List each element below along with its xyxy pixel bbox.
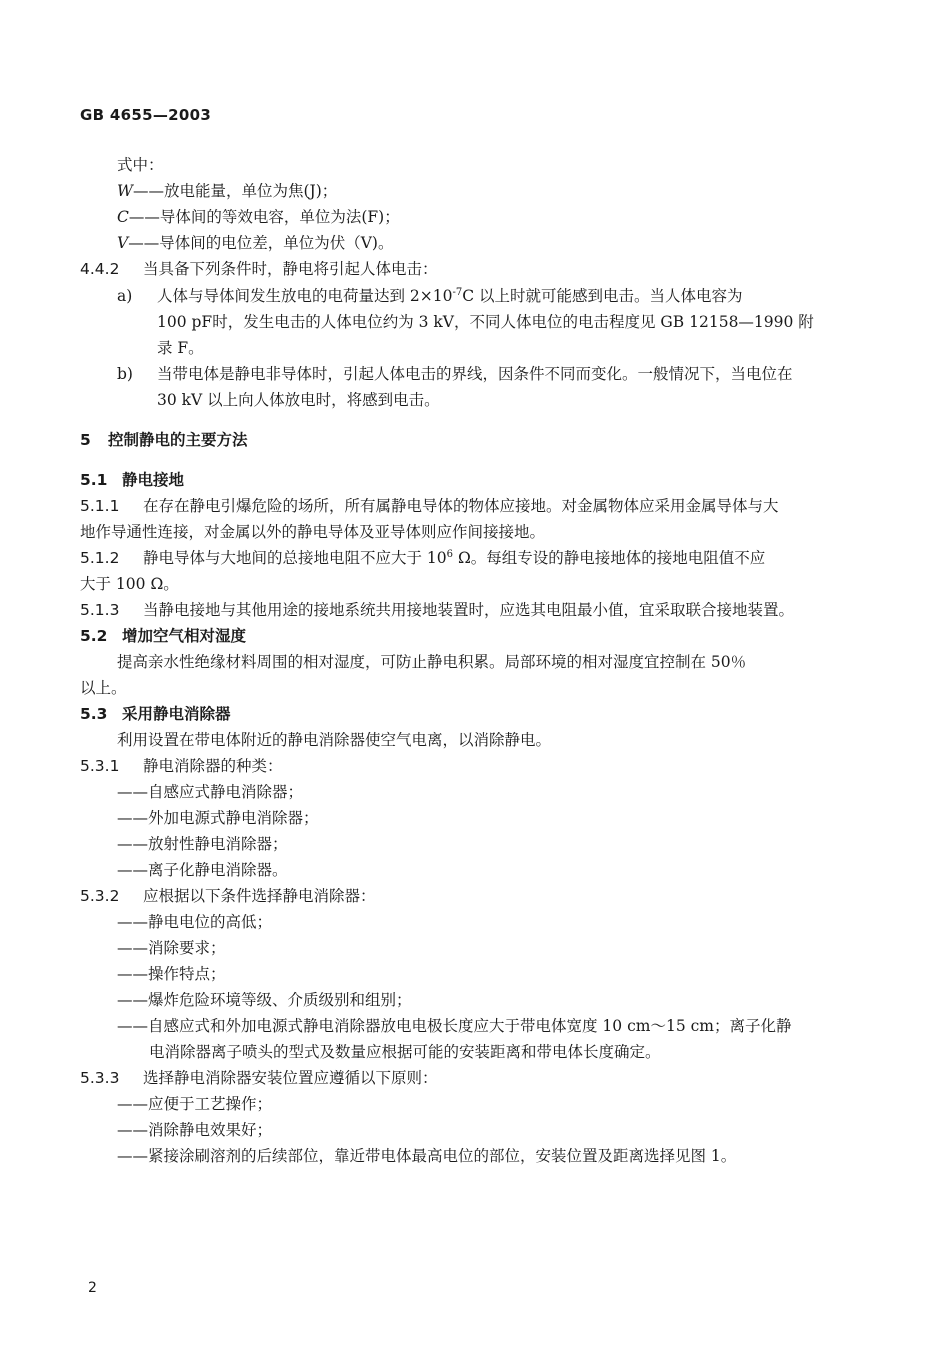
clause-5-3-1 xyxy=(80,756,283,776)
list-item-continuation: 电消除器离子喷头的型式及数量应根据可能的安装距离和带电体长度确定。 xyxy=(149,1043,661,1061)
page-header-code: GB 4655—2003 xyxy=(80,106,212,124)
clause-text-pre: 静电导体与大地间的总接地电阻不应大于 10 xyxy=(143,549,447,567)
item-b-line-1: 当带电体是静电非导体时，引起人体电击的界线，因条件不同而变化。一般情况下，当电位在 xyxy=(157,365,793,383)
item-a-line-3: 录 F。 xyxy=(157,339,204,357)
clause-text: 在存在静电引爆危险的场所，所有属静电导体的物体应接地。对金属物体应采用金属导体与大 xyxy=(143,497,779,515)
var-v-desc: ——导体间的电位差，单位为伏（V)。 xyxy=(128,234,394,252)
clause-text: 静电消除器的种类： xyxy=(143,757,283,775)
clause-5-1-2-line-2: 大于 100 Ω。 xyxy=(80,575,179,593)
section-5-3-heading xyxy=(80,704,231,724)
list-item: ——消除要求； xyxy=(117,939,226,957)
clause-text: 当具备下列条件时，静电将引起人体电击： xyxy=(143,260,438,278)
section-number: 5 xyxy=(80,431,91,449)
formula-intro: 式中： xyxy=(117,156,164,174)
section-title: 增加空气相对湿度 xyxy=(122,627,247,645)
var-c-line xyxy=(117,207,400,227)
clause-number: 5.3.1 xyxy=(80,757,120,775)
clause-5-1-1-line-2: 地作导通性连接，对金属以外的静电导体及亚导体则应作间接接地。 xyxy=(80,523,546,541)
clause-number: 5.1.3 xyxy=(80,601,120,619)
clause-5-3-2 xyxy=(80,886,376,906)
section-title: 静电接地 xyxy=(122,471,185,489)
item-a-exponent: -7 xyxy=(452,286,463,298)
clause-5-3-3 xyxy=(80,1068,438,1088)
list-item: ——紧接涂刷溶剂的后续部位，靠近带电体最高电位的部位，安装位置及距离选择见图 1。 xyxy=(117,1147,737,1165)
list-item: ——离子化静电消除器。 xyxy=(117,861,288,879)
list-item: ——操作特点； xyxy=(117,965,226,983)
list-item: ——自感应式和外加电源式静电消除器放电电极长度应大于带电体宽度 10 cm～15 cm；离子化静 xyxy=(117,1017,792,1035)
clause-5-1-3 xyxy=(80,600,794,620)
clause-4-4-2 xyxy=(80,259,438,279)
section-title: 控制静电的主要方法 xyxy=(108,431,248,449)
list-item: ——消除静电效果好； xyxy=(117,1121,273,1139)
section-number: 5.3 xyxy=(80,705,108,723)
clause-number: 5.3.3 xyxy=(80,1069,120,1087)
list-item: ——爆炸危险环境等级、介质级别和组别； xyxy=(117,991,412,1009)
section-number: 5.1 xyxy=(80,471,108,489)
page-number: 2 xyxy=(88,1280,97,1296)
item-a-label: a) xyxy=(117,287,133,305)
item-b-label: b) xyxy=(117,365,133,383)
var-w-line xyxy=(117,181,337,201)
item-a-line-2: 100 pF时，发生电击的人体电位约为 3 kV，不同人体电位的电击程度见 GB 12158—1990 附 xyxy=(157,313,814,331)
clause-number: 5.3.2 xyxy=(80,887,120,905)
item-a-line-1 xyxy=(157,286,743,306)
section-5-3-intro: 利用设置在带电体附近的静电消除器使空气电离，以消除静电。 xyxy=(117,731,552,749)
section-5-1-heading xyxy=(80,470,184,490)
item-a-text-post: C 以上时就可能感到电击。当人体电容为 xyxy=(462,287,743,305)
clause-exponent: 6 xyxy=(446,548,454,560)
clause-text: 选择静电消除器安装位置应遵循以下原则： xyxy=(143,1069,438,1087)
list-item: ——静电电位的高低； xyxy=(117,913,273,931)
section-5-2-line-2: 以上。 xyxy=(80,679,127,697)
var-v-line xyxy=(117,233,393,253)
section-5-2-heading xyxy=(80,626,246,646)
clause-text-post: Ω。每组专设的静电接地体的接地电阻值不应 xyxy=(453,549,766,567)
section-title: 采用静电消除器 xyxy=(122,705,231,723)
var-c-symbol: C xyxy=(117,208,129,226)
section-5-2-line-1: 提高亲水性绝缘材料周围的相对湿度，可防止静电积累。局部环境的相对湿度宜控制在 50％ xyxy=(117,653,747,671)
clause-text: 应根据以下条件选择静电消除器： xyxy=(143,887,376,905)
clause-5-1-1-line-1 xyxy=(80,496,779,516)
var-v-symbol: V xyxy=(117,234,129,252)
clause-5-1-2-line-1 xyxy=(80,548,765,568)
clause-number: 5.1.1 xyxy=(80,497,120,515)
var-w-desc: ——放电能量，单位为焦(J)； xyxy=(132,182,338,200)
list-item: ——应便于工艺操作； xyxy=(117,1095,273,1113)
clause-number: 5.1.2 xyxy=(80,549,120,567)
clause-text: 当静电接地与其他用途的接地系统共用接地装置时，应选其电阻最小值，宜采取联合接地装置。 xyxy=(143,601,795,619)
item-a-text-pre: 人体与导体间发生放电的电荷量达到 2×10 xyxy=(157,287,453,305)
section-number: 5.2 xyxy=(80,627,108,645)
list-item: ——自感应式静电消除器； xyxy=(117,783,304,801)
list-item: ——放射性静电消除器； xyxy=(117,835,288,853)
var-c-desc: ——导体间的等效电容，单位为法(F)； xyxy=(128,208,400,226)
var-w-symbol: W xyxy=(117,182,133,200)
list-item: ——外加电源式静电消除器； xyxy=(117,809,319,827)
item-b-line-2: 30 kV 以上向人体放电时，将感到电击。 xyxy=(157,391,440,409)
clause-number: 4.4.2 xyxy=(80,260,120,278)
section-5-heading xyxy=(80,430,248,450)
